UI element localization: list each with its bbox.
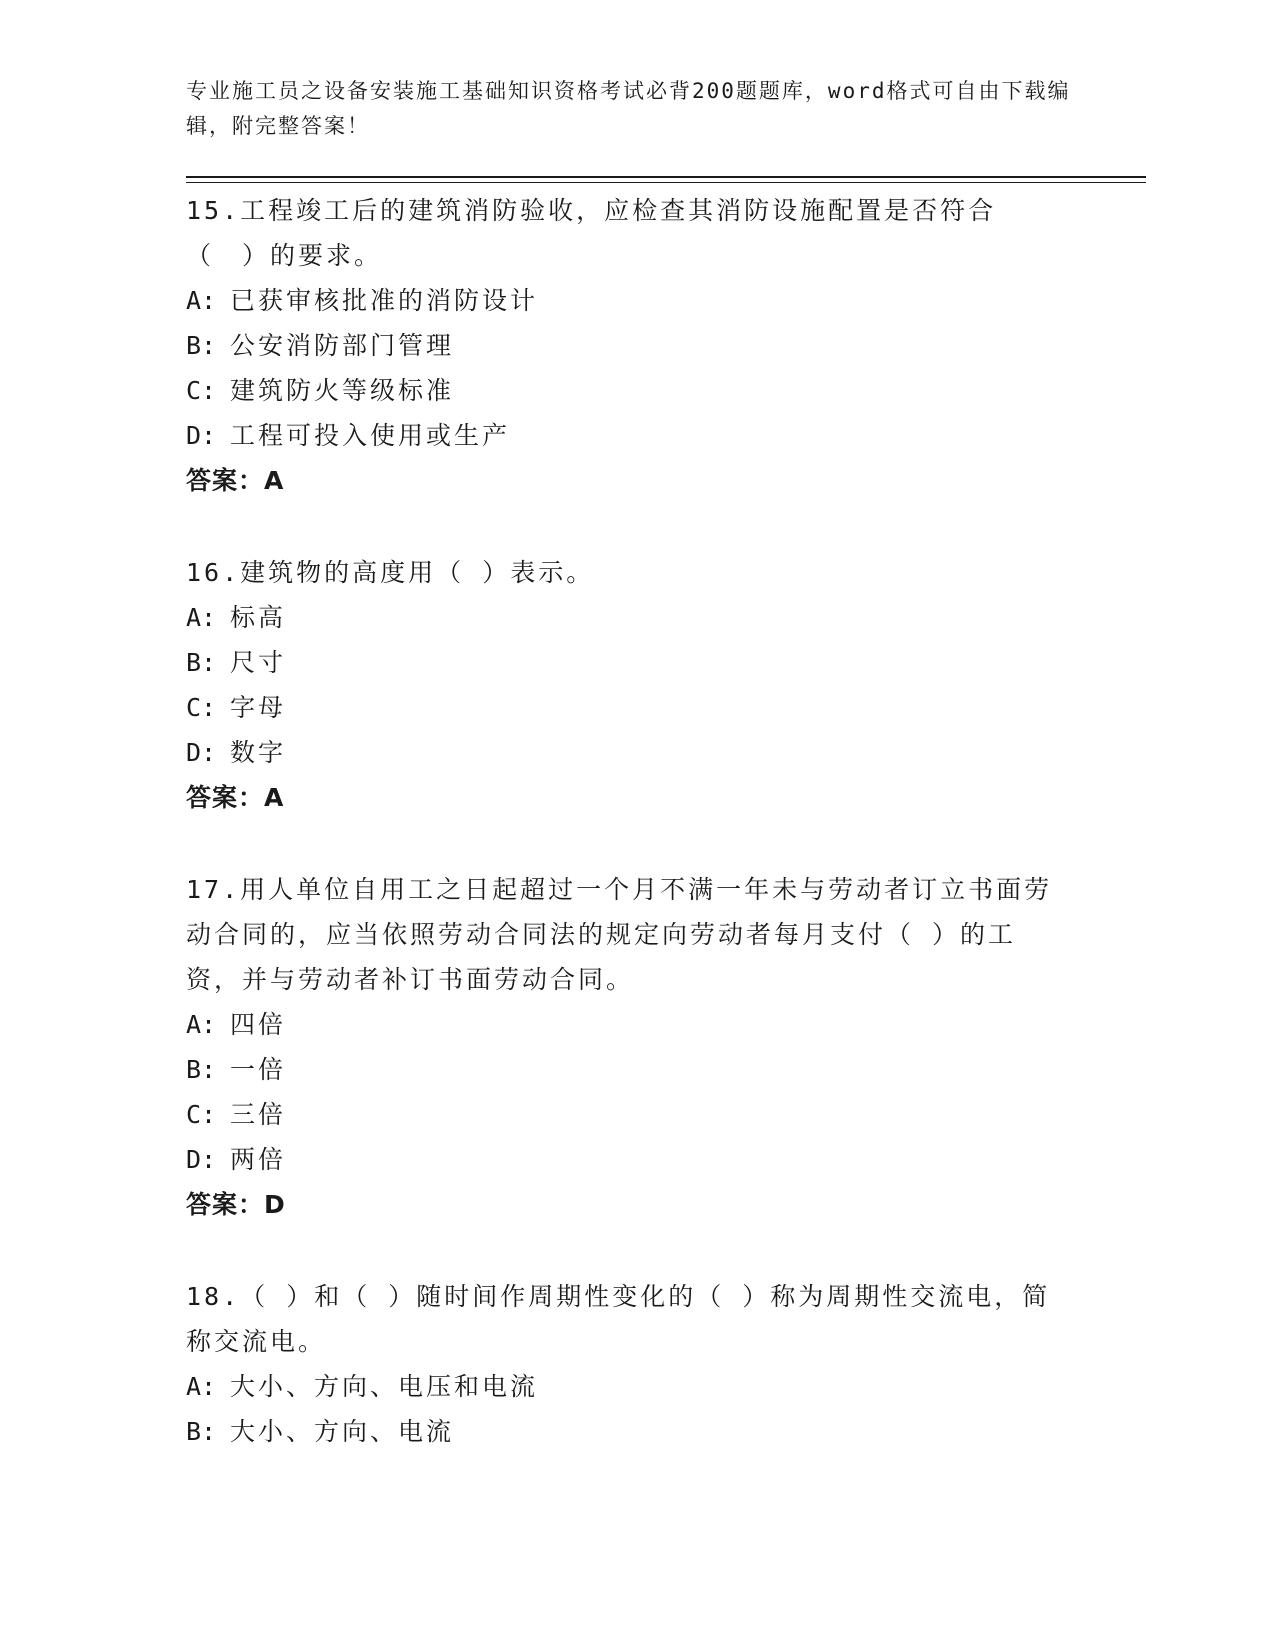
option-letter: C: [186,376,217,405]
question-text: 17.用人单位自用工之日起超过一个月不满一年未与劳动者订立书面劳动合同的，应当依照劳动合同法的规定向劳动者每月支付（ ）的工资，并与劳动者补订书面劳动合同。 [186,875,1053,994]
question-16 [186,550,1066,820]
option-letter: A: [186,286,217,315]
option-text: 字母 [230,693,287,722]
option-c [186,1092,1066,1137]
option-a [186,595,1066,640]
option-letter: C: [186,693,217,722]
question-text: 15.工程竣工后的建筑消防验收，应检查其消防设施配置是否符合（ ）的要求。 [186,196,997,270]
option-letter: A: [186,1372,217,1401]
option-letter: B: [186,1417,217,1446]
option-text: 三倍 [230,1100,287,1129]
option-text: 工程可投入使用或生产 [230,421,511,450]
option-letter: B: [186,648,217,677]
option-b [186,640,1066,685]
header-title: 专业施工员之设备安装施工基础知识资格考试必背200题题库，word格式可自由下载编辑，附完整答案！ [186,79,1071,138]
option-c [186,685,1066,730]
answer-line: 答案：A [186,466,285,495]
option-text: 数字 [230,738,287,767]
option-letter: C: [186,1100,217,1129]
option-d [186,1137,1066,1182]
option-text: 一倍 [230,1055,287,1084]
option-text: 四倍 [230,1010,287,1039]
option-letter: D: [186,421,217,450]
option-text: 尺寸 [230,648,287,677]
question-17 [186,867,1066,1227]
option-d [186,413,1066,458]
answer-line: 答案：D [186,1190,286,1219]
option-text: 建筑防火等级标准 [230,376,455,405]
option-letter: A: [186,1010,217,1039]
question-18 [186,1274,1066,1454]
option-c [186,368,1066,413]
option-letter: D: [186,738,217,767]
question-15 [186,188,1066,503]
option-text: 大小、方向、电压和电流 [230,1372,539,1401]
option-letter: D: [186,1145,217,1174]
option-text: 公安消防部门管理 [230,331,455,360]
option-d [186,730,1066,775]
option-letter: B: [186,1055,217,1084]
document-header [186,74,1086,144]
answer-line: 答案：A [186,783,285,812]
option-a [186,1002,1066,1047]
question-text: 16.建筑物的高度用（ ）表示。 [186,558,595,587]
option-text: 已获审核批准的消防设计 [230,286,539,315]
option-b [186,323,1066,368]
option-text: 大小、方向、电流 [230,1417,455,1446]
question-list [186,188,1066,1501]
question-text: 18.（ ）和（ ）随时间作周期性变化的（ ）称为周期性交流电，简称交流电。 [186,1282,1051,1356]
header-divider-thick [186,176,1146,178]
header-divider-thin [186,182,1146,183]
option-b [186,1047,1066,1092]
option-text: 两倍 [230,1145,287,1174]
option-letter: A: [186,603,217,632]
option-a [186,278,1066,323]
option-a [186,1364,1066,1409]
option-letter: B: [186,331,217,360]
option-b [186,1409,1066,1454]
option-text: 标高 [230,603,287,632]
